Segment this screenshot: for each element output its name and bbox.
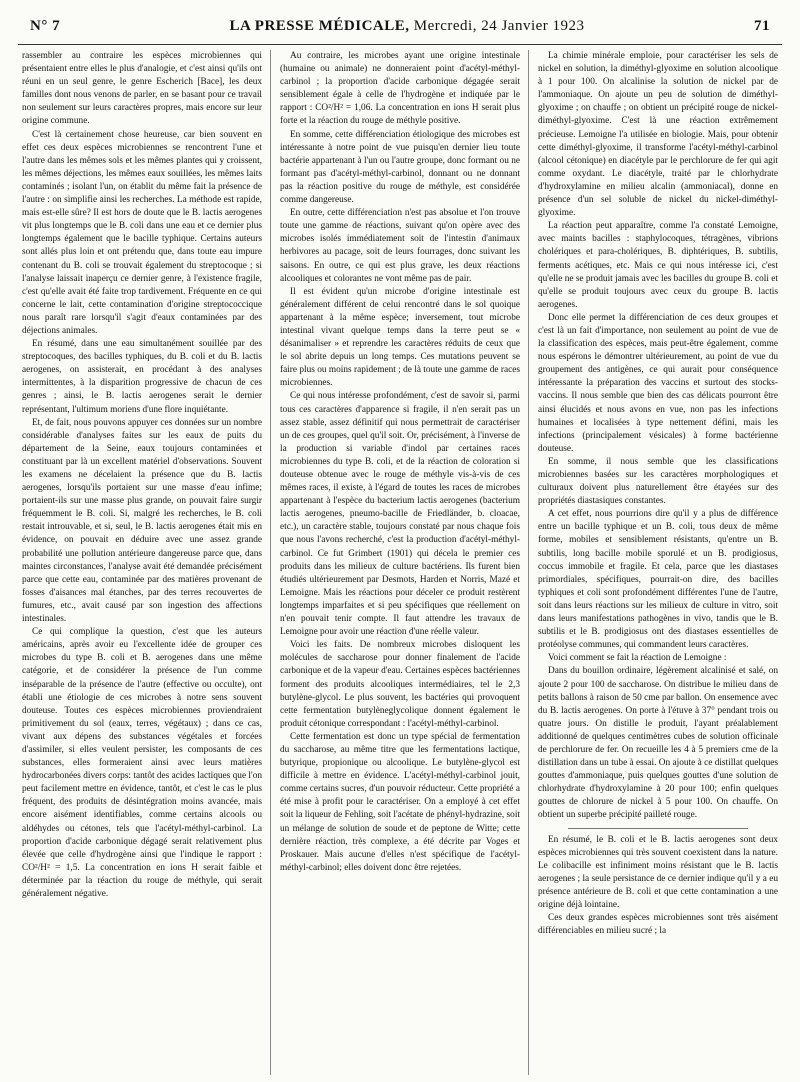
paragraph: Ce qui nous intéresse profondément, c'est de savoir si, parmi tous ces caractères d'apparence si fragile, il n'en serait pas un assez stable, assez définitif qui nous permettrait de caractériser un de ces groupes, quel qu'il soit. Or, précisément, à l'inverse de la production si variable d'indol par certaines races microbiennes du type B. coli, et de la réaction de coloration si douteuse obtenue avec le rouge de méthyle vis-à-vis de ces mêmes races, il existe, à l'égard de toutes les races de microbes appartenant à l'espèce du bacterium lactis aerogenes (bacterium lactis aerogenes, pneumo-bacille de Friedländer, b. cloacae, etc.), un caractère stable, toujours constaté par nous chaque fois que nous l'avons recherché, c'est la production d'acétyl-méthyl-carbinol. Ce fut Grimbert (1901) qui décela le premier ces produits dans les milieux de culture bactériens. Ils furent bien étudiés ultérieurement par Desmots, Harden et Norris, Mazé et Lemoigne. Mais les réactions pour déceler ce produit restèrent longtemps imparfaites et si peu spécifiques que réellement on n'en pouvait tenir compte. Il faut attendre les travaux de Lemoigne pour avoir une réaction d'une réelle valeur. xyxy=(280,391,520,638)
paragraph: C'est là certainement chose heureuse, car bien souvent en effet ces deux espèces microbiennes se rencontrent l'une et l'autre dans les mêmes sols et les mêmes plantes qui y croissent, les mêmes déjections, les mêmes eaux souillées, les mêmes laits contaminés ; isolant l'un, on établit du même fait la présence de l'autre : on simplifie ainsi les recherches. La méthode est rapide, mais est-elle sûre? Il est hors de doute que le B. lactis aerogenes vit plus longtemps que le B. coli dans une eau et ce dernier plus longtemps également que le bacille typhique. Certains auteurs sont allés plus loin et ont prétendu que, dans toute eau impure contenant du B. coli se trouvait également du streptocoque ; si l'analyse laissait inaperçu ce dernier genre, à l'existence fragile, c'est qu'elle avait été faite trop tardivement. Fréquente en ce qui concerne le lait, cette contamination d'origine streptococcique nous paraît rare lorsqu'il s'agit d'eaux contaminées par des déjections animales. xyxy=(22,129,262,336)
paragraph: En outre, cette différenciation n'est pas absolue et l'on trouve toute une gamme de réactions, suivant qu'on opère avec des microbes isolés immédiatement soit de l'intestin d'animaux herbivores au pacage, soit de leurs fourrages, donc suivant les saisons. En outre, ce qui est plus grave, les deux réactions alcooliques et colorantes ne vont même pas de pair. xyxy=(280,208,520,284)
masthead xyxy=(230,18,585,35)
paragraph: Ces deux grandes espèces microbiennes sont très aisément différenciables en milieu sucré ; la xyxy=(538,913,778,937)
paragraph: La chimie minérale emploie, pour caractériser les sels de nickel en solution, la diméthyl-glyoxime en solution alcoolique à 1 pour 100. On alcalinise la solution de nickel par de l'ammoniaque. On ajoute un peu de solution de diméthyl-glyoxime ; on chauffe ; on obtient un précipité rouge de nickel-diméthyl-glyoxime. C'est là une réaction extrêmement précieuse. Lemoigne l'a utilisée en biologie. Mais, pour obtenir cette diméthyl-glyoxime, il transforme l'acétyl-méthyl-carbinol (alcool cétonique) en diacétyle par le perchlorure de fer qui agit comme oxydant. Le diacétyle, traité par le chlorhydrate d'hydroxylamine en milieu alcalin (ammoniacal), donne en présence d'un sel soluble de nickel du nickel-diméthyl-glyoxime. xyxy=(538,51,778,219)
paragraph: Voici comment se fait la réaction de Lemoigne : xyxy=(548,653,727,664)
paragraph: En somme, cette différenciation étiologique des microbes est intéressante à notre point de vue puisqu'en dernier lieu toute bactérie appartenant à l'un ou l'autre groupe, donc formant ou ne formant pas d'acétyl-méthyl-carbinol, donnant ou ne donnant pas la réaction positive du rouge de méthyle, est considérée comme dangereuse. xyxy=(280,129,520,206)
paragraph: Cette fermentation est donc un type spécial de fermentation du saccharose, au même titre que les fermentations lactique, butyrique, propionique ou alcoolique. Le butylène-glycol est difficile à mettre en évidence. L'acétyl-méthyl-carbinol jouit, comme certains sucres, d'un pouvoir réducteur. Cette propriété a été mise à profit pour le caractériser. On a employé à cet effet soit la liqueur de Fehling, soit l'acétate de phényl-hydrazine, soit un mélange de solution de soude et de peptone de Witte; cette dernière réaction, très complexe, a été décrite par Voges et Proskauer. Mais aucune d'elles n'est spécifique de l'acétyl-méthyl-carbinol; elles doivent donc être rejetées. xyxy=(280,731,520,873)
page-header xyxy=(30,18,770,40)
header-rule xyxy=(18,44,782,45)
issue-number: N° 7 xyxy=(30,18,61,34)
page-number: 71 xyxy=(753,18,770,34)
paragraph: Il est évident qu'un microbe d'origine intestinale est généralement différent de celui rencontré dans le sol quoique appartenant à la même espèce; inversement, tout microbe intestinal vivant quelque temps dans la terre peut se « désanimaliser » et reprendre les caractères réduits de ceux que le sol abrite depuis un long temps. Ces mutations peuvent se faire plus ou moins rapidement ; de là toute une gamme de races microbiennes. xyxy=(280,286,520,389)
issue-date: Mercredi, 24 Janvier 1923 xyxy=(413,18,585,34)
column-divider xyxy=(270,50,271,1075)
journal-title: LA PRESSE MÉDICALE, xyxy=(229,18,410,34)
text-column-2 xyxy=(280,50,520,1075)
paragraph: La réaction peut apparaître, comme l'a constaté Lemoigne, avec maints bacilles : staphylocoques, tétragènes, vibrions cholériques et para-cholériques, B. diphtériques, B. subtilis, ferments acétiques, etc. Mais ce qui nous intéresse ici, c'est qu'elle ne se produit jamais avec les bacilles du groupe B. coli et qu'elle se produit toujours avec ceux du groupe B. lactis aerogenes. xyxy=(538,221,778,310)
column-divider xyxy=(528,50,529,1075)
paragraph: Dans du bouillon ordinaire, légèrement alcalinisé et salé, on ajoute 2 pour 100 de saccharose. On distribue le milieu dans de petits ballons à raison de 50 cme par ballon. On ensemence avec du B. lactis aerogenes. On porte à l'étuve à 37° pendant trois ou quatre jours. On distille le produit, l'ayant préalablement additionné de quelques centimètres cubes de solution officinale de perchlorure de fer. On recueille les 4 à 5 premiers cme de la distillation dans un tube à essai. On ajoute à ce distillat quelques gouttes d'ammoniaque, puis quelques gouttes d'une solution de chlorhydrate d'hydroxylamine à 20 pour 100; enfin quelques gouttes de chlorure de nickel à 5 pour 100. On chauffe. On obtient un superbe précipité pailleté rouge. xyxy=(538,666,778,821)
paragraph: Et, de fait, nous pouvons appuyer ces données sur un nombre considérable d'analyses faites sur les eaux de puits du département de la Seine, eaux toujours contaminées et constituant par là un excellent matériel d'observations. Souvent les examens ne décelaient la présence que du B. lactis aerogenes, lorsqu'ils portaient sur une masse d'eau infime; portaient-ils sur une masse plus grande, on pouvait faire surgir fréquemment le B. coli. Si, malgré les recherches, le B. coli restait introuvable, et si, seul, le B. lactis aerogenes était mis en évidence, on pouvait en déduire avec une assez grande probabilité une pollution antérieure dangereuse parce que, dans maintes circonstances, l'analyse avait été demandée précisément parce que cette eau, contaminée par des matières provenant de fosses d'aisances mal étanches, par des terres recouvertes de fumures, etc., avait causé par son ingestion des affections intestinales. xyxy=(22,417,262,625)
text-column-3 xyxy=(538,50,778,1075)
paragraph: Ce qui complique la question, c'est que les auteurs américains, après avoir eu l'excellente idée de grouper ces microbes du type B. coli et B. aerogenes dans une même catégorie, et de considérer la présence de l'un comme inséparable de la présence de l'autre (effective ou occulte), ont établi une étiologie de ces microbes à notre sens souvent douteuse. Toutes ces espèces microbiennes proviendraient primitivement du sol (eaux, terres, végétaux) ; dans ce cas, vivant aux dépens des substances végétales et forcées d'assimiler, si elles veulent persister, les composants de ces substances, elles formeraient ainsi avec leurs matières hydrocarbonées divers corps: tantôt des acides lactiques que l'on peut facilement mettre en évidence, tantôt, et c'est le cas le plus fréquent, des produits de désintégration moins avancée, mais encore aisément identifiables, comme certains alcools ou aldéhydes ou cétones, tels que l'acétyl-méthyl-carbinol. La proportion d'acide carbonique dégagé serait relativement plus élevée que celle d'hydrogène ainsi que l'indique le rapport : CO²/H² = 1,5. La concentration en ions H serait faible et déterminée par la réaction du rouge de méthyle, qui serait généralement négative. xyxy=(22,627,262,899)
paragraph: rassembler au contraire les espèces microbiennes qui présentaient entre elles le plus d'analogie, et c'est ainsi qu'ils ont réuni en un seul genre, le genre Escherich [Bace], les deux familles dont nous venons de parler, en se basant pour ce travail non seulement sur leurs caractères propres, mais encore sur leur origine commune. xyxy=(22,51,262,127)
paragraph: A cet effet, nous pourrions dire qu'il y a plus de différence entre un bacille typhique et un B. coli, tous deux de même forme, mobiles et sensiblement résistants, qu'entre un B. subtilis, long bacille mobile sporulé et un B. prodigiosus, coccus immobile et fragile. Et cela, parce que les diastases primordiales, spécifiques, pourrait-on dire, des bacilles typhiques et coli sont profondément différentes l'une de l'autre, soit dans leurs réactions sur les milieux de culture in vitro, soit dans leurs manifestations pathogènes in vivo, tandis que le B. subtilis et le B. prodigiosus ont des diastases essentielles de protéolyse communes, qui commandent leurs caractères. xyxy=(538,509,778,651)
paragraph: Donc elle permet la différenciation de ces deux groupes et c'est là un fait d'importance, non seulement au point de vue de la classification des espèces, mais peut-être également, comme nous espérons le démontrer ultérieurement, au point de vue du groupement des antigènes, ce qui aurait pour conséquence intéressante la préparation des vaccins et surtout des stocks-vaccins. Il nous semble que bien des cas délicats pourront être ainsi élucidés et nous avons en vue, non pas les infections humaines et localisées à type nettement défini, mais les infections (principalement vésicales) à forme bactérienne douteuse. xyxy=(538,312,778,454)
text-column-1 xyxy=(22,50,262,1075)
paragraph: Au contraire, les microbes ayant une origine intestinale (humaine ou animale) ne donneraient point d'acétyl-méthyl-carbinol ; la proportion d'acide carbonique dégagée serait sensiblement égale à celle de l'hydrogène et indiquée par le rapport : CO²/H² = 1,06. La concentration en ions H serait plus forte et la réaction du rouge de méthyle positive. xyxy=(280,51,520,127)
paragraph: En somme, il nous semble que les classifications microbiennes basées sur les caractères morphologiques et culturaux doivent plus naturellement être étayées sur des propriétés diastasiques constantes. xyxy=(538,456,778,507)
paragraph: En résumé, le B. coli et le B. lactis aerogenes sont deux espèces microbiennes qui très souvent coexistent dans la nature. Le colibacille est infiniment moins résistant que le B. lactis aerogenes ; la seule persistance de ce dernier indique qu'il y a eu présence antérieure de B. coli et que cette contamination a une origine déjà lointaine. xyxy=(538,834,778,910)
section-separator xyxy=(568,828,748,829)
paragraph: Voici les faits. De nombreux microbes disloquent les molécules de saccharose pour donner finalement de l'acide carbonique et de la vapeur d'eau. Certaines espèces bactériennes forment des produits alcooliques intermédiaires, tel le 2,3 butylène-glycol. Le plus souvent, les bactéries qui provoquent cette fermentation butylèneglycolique donnent également le produit cétonique correspondant : l'acétyl-méthyl-carbinol. xyxy=(280,640,520,729)
paragraph: En résumé, dans une eau simultanément souillée par des streptocoques, des bacilles typhiques, du B. coli et du B. lactis aerogenes, on assisterait, en procédant à des analyses intermittentes, à la disparition progressive de chacun de ces genres ; ainsi, le B. lactis aerogenes serait le dernier représentant, l'ultimum moriens d'une flore inquiétante. xyxy=(22,339,262,415)
